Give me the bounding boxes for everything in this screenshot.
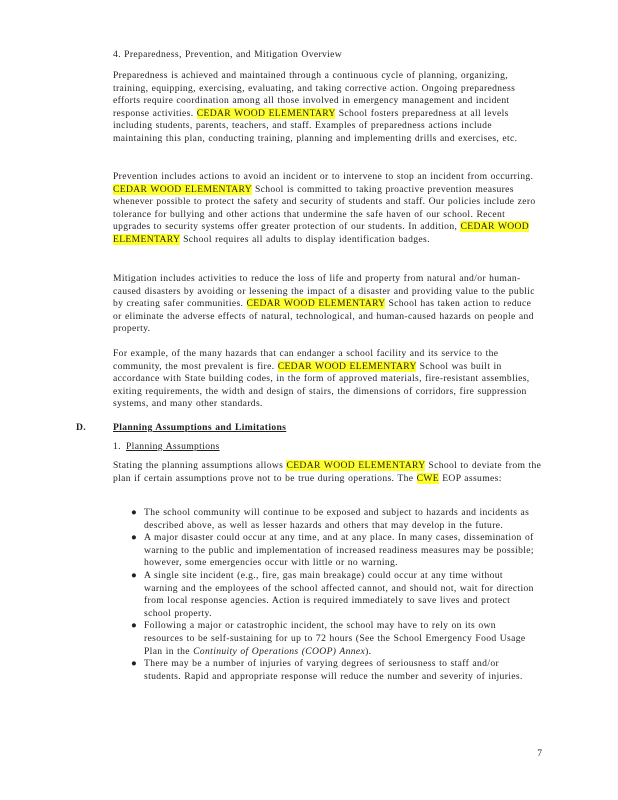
assumptions-list [128,507,538,683]
section-d-letter: D. [76,422,87,433]
bullet-icon: ● [131,507,138,518]
text: The school community will continue to be exposed and subject to hazards and incidents as described above, as well as lesser hazards and others that may develop in the future. [144,507,530,531]
text: School was built in accordance with State building codes, in the form of approved materials, fire-resistant assemblies, exiting requirements, the width and design of stairs, the dimensions of corridors, fire suppression systems, and many other standards. [113,360,530,410]
text: A major disaster could occur at any time, and at any place. In many cases, dissemination of warning to the public and implementation of increased readiness measures may be possible; however, some emergencies occur with little or no warning. [144,532,534,569]
list-item [128,658,538,683]
text: There may be a number of injuries of varying degrees of seriousness to staff and/or students. Rapid and appropriate response will reduce the number and severity of injuries. [144,658,523,682]
section-d-title: Planning Assumptions and Limitations [113,422,287,433]
subsection-title: Planning Assumptions [126,441,220,452]
mitigation-paragraph [113,273,543,336]
text: School requires all adults to display identification badges. [179,233,430,245]
school-name-highlight: CEDAR WOOD ELEMENTARY [113,183,252,195]
preparedness-paragraph [113,70,543,146]
subsection-number: 1. [113,441,121,452]
school-name-highlight: CEDAR WOOD ELEMENTARY [246,298,386,310]
abbreviation-highlight: CWE [416,472,439,484]
italic-text: Continuity of Operations (COOP) Annex [193,645,366,657]
text: School to deviate from the plan if certain assumptions prove not to be true during operations. The [113,460,542,484]
text: Stating the planning assumptions allows [113,460,287,471]
text: Prevention includes actions to avoid an incident or to intervene to stop an incident from occurring. [113,171,534,182]
bullet-icon: ● [131,569,138,581]
text: School has taken action to reduce or eliminate the adverse effects of natural, technological, and human-caused hazards on people and property. [113,298,534,335]
fire-example-paragraph [113,348,543,411]
text: A single site incident (e.g., fire, gas main breakage) could occur at any time without warning and the employees of the school affected cannot, and should not, wait for direction from local response agencies. Action is required immediately to save lives and protect school property. [144,569,534,619]
text: EOP assumes: [438,472,502,484]
school-name-highlight: CEDAR WOOD ELEMENTARY [286,460,426,471]
bullet-icon: ● [131,620,138,632]
list-item [128,620,538,658]
assumptions-intro-paragraph [113,460,543,485]
school-name-highlight: CEDAR WOOD ELEMENTARY [196,107,336,119]
page-number: 7 [537,748,542,759]
text: Mitigation includes activities to reduce the loss of life and property from natural and/or human-caused disasters by avoiding or lessening the impact of a disaster and providing value to the public by creating safer communities. [113,273,535,310]
bullet-icon: ● [131,658,138,670]
section-4-heading: 4. Preparedness, Prevention, and Mitigation Overview [113,49,343,60]
text: Following a major or catastrophic incident, the school may have to rely on its own resources to be self-sustaining for up to 72 hours (See the School Emergency Food Usage Plan in the [144,620,526,657]
list-item [128,532,538,570]
school-name-highlight: CEDAR WOOD ELEMENTARY [277,360,417,372]
text: For example, of the many hazards that can endanger a school facility and its service to the community, the most prevalent is fire. [113,348,499,372]
text: Preparedness is achieved and maintained through a continuous cycle of planning, organizing, training, equipping, exercising, evaluating, and taking corrective action. Ongoing preparedness efforts require coordination among all those involved in emergency management and incident response activities. [113,70,516,119]
list-item [128,570,538,620]
school-name-highlight: CEDAR WOOD ELEMENTARY [113,221,530,245]
prevention-paragraph [113,171,543,247]
text: School is committed to taking proactive prevention measures whenever possible to protect the safety and security of students and staff. Our policies include zero tolerance for bullying and other actions that undermine the safe haven of our school. Recent upgrades to security systems offer greater protection of our students. In addition, [113,183,536,233]
bullet-icon: ● [131,532,138,544]
text: School fosters preparedness at all levels including students, parents, teachers, and staff. Examples of preparedness actions include maintaining this plan, conducting training, planning and implementing drills and exercises, etc. [113,107,518,144]
list-item [128,507,538,532]
text: ). [365,645,372,657]
